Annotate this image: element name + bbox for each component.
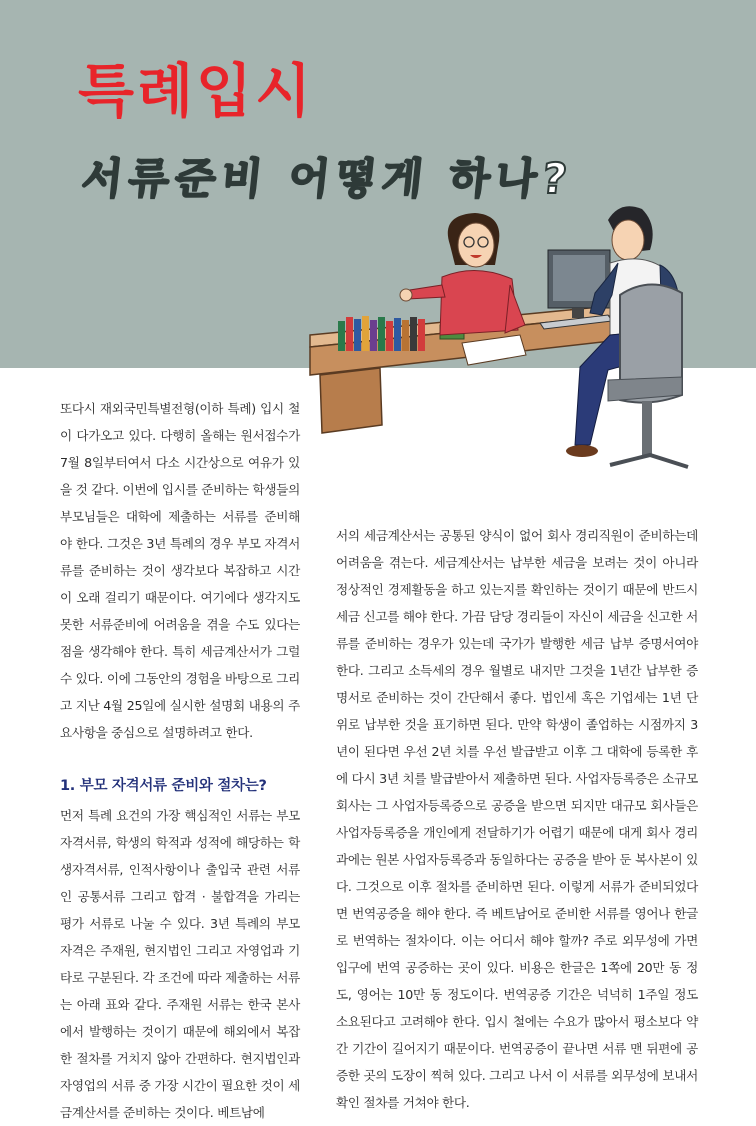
page-title: 특례입시 <box>78 57 315 125</box>
section-paragraph-right: 서의 세금계산서는 공통된 양식이 없어 회사 경리직원이 준비하는데 어려움을 겪는다. 세금계산서는 납부한 세금을 보려는 것이 아니라 정상적인 경제활동을 하고 있는지를 확인하는 것이기 때문에 반드시 세금 신고를 해야 한다. 가끔 담당 경리들이 자신이 세금을 신고한 서류를 준비하는 경우가 있는데 국가가 발행한 세금 납부 증명서여야 한다. 그리고 소득세의 경우 월별로 내지만 그것을 1년간 납부한 증명서로 준비하는 것이 간단해서 좋다. 법인세 혹은 기업세는 1년 단위로 납부한 것을 표기하면 된다. 만약 학생이 졸업하는 시점까지 3년이 된다면 우선 2년 치를 우선 발급받고 이후 그 대학에 등록한 후에 다시 3년 치를 발급받아서 제출하면 된다. 사업자등록증은 소규모 회사는 그 사업자등록증으로 공증을 받으면 되지만 대규모 회사들은 사업자등록증을 개인에게 전달하기가 어렵기 때문에 대게 회사 경리과에는 원본 사업자등록증과 동일하다는 공증을 받아 둔 복사본이 있다. 그것으로 이후 절차를 준비하면 된다. 이렇게 서류가 준비되었다면 번역공증을 해야 한다. 즉 베트남어로 준비한 서류를 영어나 한글로 번역하는 절차이다. 이는 어디서 해야 할까? 주로 외무성에 가면 입구에 번역 공증하는 곳이 있다. 비용은 한글은 1쪽에 20만 동 정도, 영어는 10만 동 정도이다. 번역공증 기간은 넉넉히 1주일 정도 소요된다고 고려해야 한다. 입시 철에는 수요가 많아서 평소보다 약간 기간이 길어지기 때문이다. 번역공증이 끝나면 서류 맨 뒤편에 공증한 곳의 도장이 찍혀 있다. 그리고 나서 이 서류를 외무성에 보내서 확인 절차를 거쳐야 한다. <box>336 528 698 1110</box>
article-column-right <box>336 522 698 1116</box>
teacher-icon <box>400 213 525 335</box>
article-column-left <box>60 395 300 1126</box>
section-paragraph-left: 먼저 특례 요건의 가장 핵심적인 서류는 부모 자격서류, 학생의 학적과 성적에 해당하는 학생자격서류, 인적사항이나 출입국 관련 서류인 공통서류 그리고 합격 · 불합격을 가리는 평가 서류로 나눌 수 있다. 3년 특례의 부모 자격은 주재원, 현지법인 그리고 자영업과 기타로 구분된다. 각 조건에 따라 제출하는 서류는 아래 표와 같다. 주재원 서류는 한국 본사에서 발행하는 것이기 때문에 해외에서 복잡한 절차를 거치지 않아 간편하다. 현지법인과 자영업의 서류 중 가장 시간이 필요한 것이 세금계산서를 준비하는 것이다. 베트남에 <box>60 808 300 1120</box>
counseling-illustration <box>290 195 710 535</box>
intro-paragraph: 또다시 재외국민특별전형(이하 특례) 입시 철이 다가오고 있다. 다행히 올해는 원서접수가 7월 8일부터여서 다소 시간상으로 여유가 있을 것 같다. 이번에 입시를 준비하는 학생들의 부모님들은 대학에 제출하는 서류를 준비해야 한다. 그것은 3년 특례의 경우 부모 자격서류를 준비하는 것이 생각보다 복잡하고 시간이 오래 걸리기 때문이다. 여기에다 생각지도 못한 서류준비에 어려움을 겪을 수도 있다는 점을 생각해야 한다. 특히 세금계산서가 그럴 수 있다. 이에 그동안의 경험을 바탕으로 그리고 지난 4월 25일에 실시한 설명회 내용의 주요사항을 중심으로 설명하려고 한다. <box>60 401 300 740</box>
section-heading: 1. 부모 자격서류 준비와 절차는? <box>60 778 267 794</box>
page-subtitle: 서류준비 어떻게 하나? <box>79 154 576 203</box>
chair-icon <box>608 284 688 467</box>
